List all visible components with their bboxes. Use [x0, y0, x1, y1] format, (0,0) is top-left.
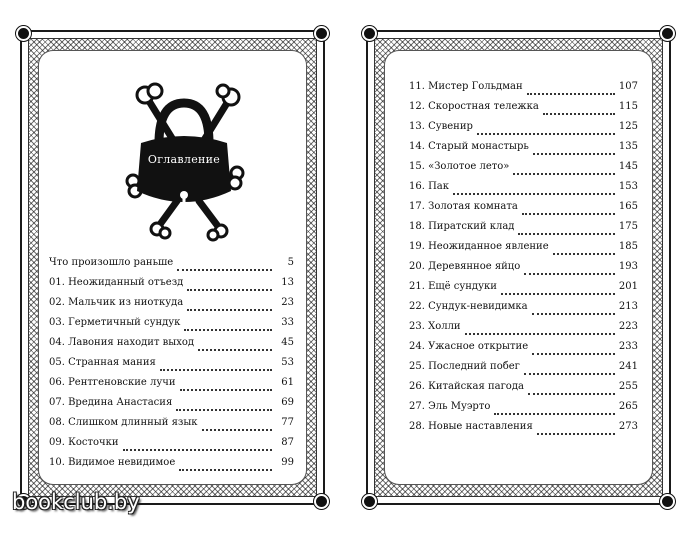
- leader-dots: [501, 293, 615, 295]
- entry-title: 17. Золотая комната: [409, 201, 518, 212]
- entry-title: 20. Деревянное яйцо: [409, 261, 521, 272]
- leader-dots: [177, 269, 272, 271]
- entry-title: 03. Герметичный сундук: [49, 317, 181, 328]
- entry-page: 185: [618, 241, 638, 252]
- toc-entry: [39, 317, 306, 337]
- entry-page: 233: [618, 341, 638, 352]
- toc-entry: [39, 357, 306, 377]
- corner-rivet-icon: [362, 26, 377, 41]
- entry-page: 53: [281, 357, 294, 368]
- leader-dots: [522, 213, 615, 215]
- page-content: [39, 51, 306, 484]
- entry-title: 13. Сувенир: [409, 121, 473, 132]
- toc-entry: [385, 141, 652, 161]
- leader-dots: [176, 409, 272, 411]
- entry-title: 24. Ужасное открытие: [409, 341, 529, 352]
- entry-page: 153: [618, 181, 638, 192]
- entry-title: 18. Пиратский клад: [409, 221, 515, 232]
- toc-entry: [385, 221, 652, 241]
- entry-page: 115: [618, 101, 638, 112]
- toc-entry: [385, 421, 652, 441]
- left-page: [20, 30, 325, 505]
- toc-entry: [39, 257, 306, 277]
- entry-page: 145: [618, 161, 638, 172]
- toc-entry: [385, 301, 652, 321]
- entry-page: 69: [281, 397, 294, 408]
- entry-page: 201: [618, 281, 638, 292]
- entry-page: 165: [618, 201, 638, 212]
- ornamental-border: [28, 38, 317, 497]
- entry-title: 02. Мальчик из ниоткуда: [49, 297, 184, 308]
- entry-title: 07. Вредина Анастасия: [49, 397, 173, 408]
- entry-title: 16. Пак: [409, 181, 450, 192]
- toc-entry: [385, 341, 652, 361]
- entry-page: 33: [281, 317, 294, 328]
- entry-page: 5: [287, 257, 294, 268]
- corner-rivet-icon: [314, 26, 329, 41]
- leader-dots: [198, 349, 272, 351]
- leader-dots: [123, 449, 272, 451]
- entry-page: 125: [618, 121, 638, 132]
- entry-page: 99: [281, 457, 294, 468]
- toc-entry: [39, 337, 306, 357]
- corner-rivet-icon: [660, 494, 675, 509]
- toc-entry: [385, 81, 652, 101]
- leader-dots: [477, 133, 615, 135]
- entry-page: 223: [618, 321, 638, 332]
- entry-title: 28. Новые наставления: [409, 421, 533, 432]
- entry-page: 265: [618, 401, 638, 412]
- entry-page: 135: [618, 141, 638, 152]
- entry-title: 26. Китайская пагода: [409, 381, 524, 392]
- leader-dots: [553, 253, 615, 255]
- entry-page: 45: [281, 337, 294, 348]
- toc-heading: Оглавление: [147, 153, 221, 166]
- entry-title: Что произошло раньше: [49, 257, 174, 268]
- entry-page: 193: [618, 261, 638, 272]
- entry-title: 23. Холли: [409, 321, 461, 332]
- toc-entry: [385, 381, 652, 401]
- leader-dots: [180, 389, 272, 391]
- leader-dots: [543, 113, 615, 115]
- leader-dots: [524, 273, 615, 275]
- leader-dots: [453, 193, 615, 195]
- toc-entry: [39, 397, 306, 417]
- toc-entry: [385, 401, 652, 421]
- leader-dots: [528, 393, 615, 395]
- leader-dots: [532, 313, 615, 315]
- leader-dots: [513, 173, 614, 175]
- entry-page: 241: [618, 361, 638, 372]
- entry-page: 255: [618, 381, 638, 392]
- toc-entry: [385, 121, 652, 141]
- toc-entry: [385, 181, 652, 201]
- entry-title: 01. Неожиданный отъезд: [49, 277, 184, 288]
- toc-entry: [385, 201, 652, 221]
- entry-title: 14. Старый монастырь: [409, 141, 529, 152]
- toc-entry: [39, 297, 306, 317]
- leader-dots: [187, 309, 272, 311]
- toc-entry: [385, 241, 652, 261]
- toc-entry: [385, 261, 652, 281]
- leader-dots: [533, 153, 615, 155]
- entry-title: 08. Слишком длинный язык: [49, 417, 198, 428]
- leader-dots: [179, 469, 272, 471]
- leader-dots: [465, 333, 615, 335]
- entry-title: 19. Неожиданное явление: [409, 241, 549, 252]
- toc-list-right: [385, 81, 652, 441]
- entry-title: 25. Последний побег: [409, 361, 520, 372]
- entry-title: 09. Косточки: [49, 437, 119, 448]
- entry-page: 213: [618, 301, 638, 312]
- entry-title: 04. Лавония находит выход: [49, 337, 195, 348]
- entry-page: 13: [281, 277, 294, 288]
- toc-entry: [385, 361, 652, 381]
- corner-rivet-icon: [314, 494, 329, 509]
- toc-entry: [385, 101, 652, 121]
- corner-rivet-icon: [362, 494, 377, 509]
- entry-page: 23: [281, 297, 294, 308]
- leader-dots: [202, 429, 272, 431]
- leader-dots: [184, 329, 272, 331]
- corner-rivet-icon: [16, 26, 31, 41]
- leader-dots: [494, 413, 615, 415]
- right-page: [366, 30, 671, 505]
- leader-dots: [532, 353, 615, 355]
- padlock-badge: [109, 73, 259, 243]
- entry-page: 175: [618, 221, 638, 232]
- page-content: [385, 51, 652, 484]
- ornamental-border: [374, 38, 663, 497]
- entry-title: 15. «Золотое лето»: [409, 161, 510, 172]
- leader-dots: [518, 233, 614, 235]
- toc-entry: [39, 457, 306, 477]
- toc-entry: [385, 161, 652, 181]
- toc-entry: [39, 377, 306, 397]
- corner-rivet-icon: [660, 26, 675, 41]
- entry-title: 27. Эль Муэрто: [409, 401, 491, 412]
- entry-title: 06. Рентгеновские лучи: [49, 377, 176, 388]
- toc-entry: [39, 417, 306, 437]
- leader-dots: [160, 369, 272, 371]
- entry-title: 10. Видимое невидимое: [49, 457, 176, 468]
- entry-page: 77: [281, 417, 294, 428]
- site-watermark: bookclub.by: [12, 490, 140, 514]
- entry-page: 87: [281, 437, 294, 448]
- leader-dots: [187, 289, 272, 291]
- entry-title: 11. Мистер Гольдман: [409, 81, 523, 92]
- leader-dots: [524, 373, 615, 375]
- entry-title: 21. Ещё сундуки: [409, 281, 497, 292]
- entry-page: 107: [618, 81, 638, 92]
- leader-dots: [537, 433, 615, 435]
- entry-page: 61: [281, 377, 294, 388]
- entry-title: 22. Сундук-невидимка: [409, 301, 528, 312]
- entry-title: 12. Скоростная тележка: [409, 101, 539, 112]
- entry-title: 05. Странная мания: [49, 357, 156, 368]
- toc-entry: [39, 437, 306, 457]
- leader-dots: [527, 93, 615, 95]
- entry-page: 273: [618, 421, 638, 432]
- toc-entry: [385, 281, 652, 301]
- toc-list-left: [39, 257, 306, 477]
- toc-entry: [39, 277, 306, 297]
- toc-entry: [385, 321, 652, 341]
